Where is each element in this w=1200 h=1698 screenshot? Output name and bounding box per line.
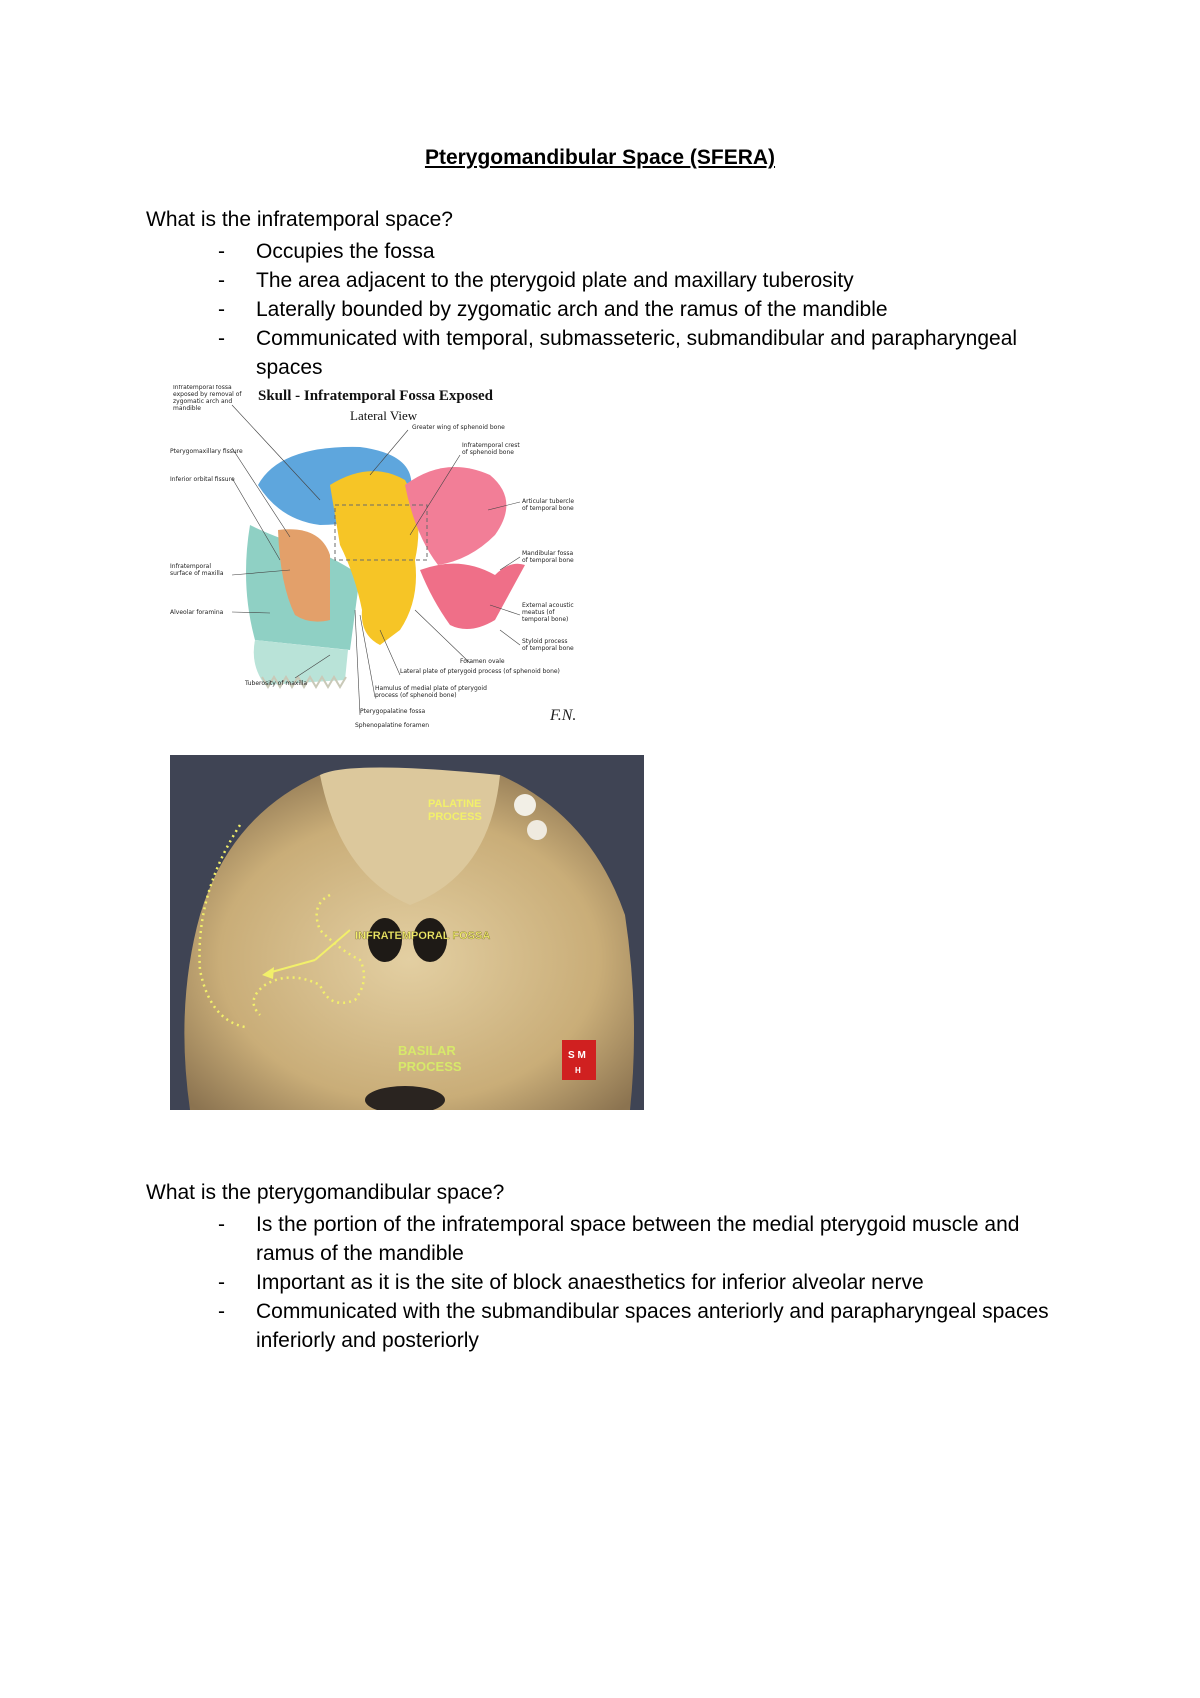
label-greater-wing-sphenoid: Greater wing of sphenoid bone	[412, 424, 505, 431]
list-item: - Important as it is the site of block anaesthetics for inferior alveolar nerve	[218, 1268, 1058, 1297]
list-item: - Communicated with the submandibular spaces anteriorly and parapharyngeal spaces inferiorly and posteriorly	[218, 1297, 1058, 1355]
question-infratemporal: What is the infratemporal space?	[146, 208, 453, 231]
list-item: - The area adjacent to the pterygoid plate and maxillary tuberosity	[218, 266, 1058, 295]
question-pterygomandibular: What is the pterygomandibular space?	[146, 1181, 505, 1204]
list-item: - Laterally bounded by zygomatic arch and the ramus of the mandible	[218, 295, 1058, 324]
list-item: - Is the portion of the infratemporal space between the medial pterygoid muscle and ramus of the mandible	[218, 1210, 1058, 1268]
label-external-acoustic-meatus: External acoustic meatus (of temporal bone)	[522, 602, 574, 623]
label-pterygopalatine-fossa: Pterygopalatine fossa	[360, 708, 426, 715]
label-sphenopalatine-foramen: Sphenopalatine foramen	[355, 722, 430, 729]
tooth-shape	[527, 820, 547, 840]
label-basilar: BASILAR PROCESS	[398, 1043, 462, 1074]
figure-title: Skull - Infratemporal Fossa Exposed	[258, 388, 494, 404]
label-lateral-plate-pterygoid: Lateral plate of pterygoid process (of sphenoid bone)	[400, 668, 560, 675]
label-hamulus-medial-plate: Hamulus of medial plate of pterygoid process (of sphenoid bone)	[375, 685, 487, 699]
tooth-shape	[514, 794, 536, 816]
label-palatine: PALATINE PROCESS	[428, 798, 482, 823]
figure-subtitle: Lateral View	[350, 408, 418, 423]
artist-signature: F.N.	[550, 707, 577, 724]
label-infratemporal-fossa-exposed: Infratemporal fossa exposed by removal of zygomatic arch and mandible	[173, 385, 242, 412]
list-item: - Communicated with temporal, submasseteric, submandibular and parapharyngeal spaces	[218, 324, 1058, 382]
label-mandibular-fossa: Mandibular fossa of temporal bone	[522, 550, 574, 564]
logo-text: H	[575, 1066, 581, 1075]
logo-text: S M	[568, 1050, 586, 1061]
label-inferior-orbital-fissure: Inferior orbital fissure	[170, 476, 235, 483]
skull-inferior-view-photo	[170, 755, 644, 1110]
label-alveolar-foramina: Alveolar foramina	[170, 609, 224, 616]
page-title: Pterygomandibular Space (SFERA)	[424, 146, 776, 169]
label-foramen-ovale: Foramen ovale	[460, 658, 505, 665]
label-pterygomaxillary-fissure: Pterygomaxillary fissure	[170, 448, 243, 455]
skull-lateral-view-figure	[170, 385, 632, 755]
label-infratemporal-crest: Infratemporal crest of sphenoid bone	[462, 442, 520, 456]
label-articular-tubercle: Articular tubercle of temporal bone	[522, 498, 575, 512]
list-item: - Occupies the fossa	[218, 237, 1058, 266]
bullet-list-infratemporal	[218, 237, 1058, 382]
bullet-list-pterygomandibular	[218, 1210, 1058, 1355]
label-tuberosity-maxilla: Tuberosity of maxilla	[245, 680, 308, 687]
label-infratemporal-surface-maxilla: Infratemporal surface of maxilla	[170, 563, 224, 577]
label-styloid-process: Styloid process of temporal bone	[522, 638, 574, 652]
label-infratemporal-fossa: INFRATEMPORAL FOSSA	[355, 930, 491, 942]
